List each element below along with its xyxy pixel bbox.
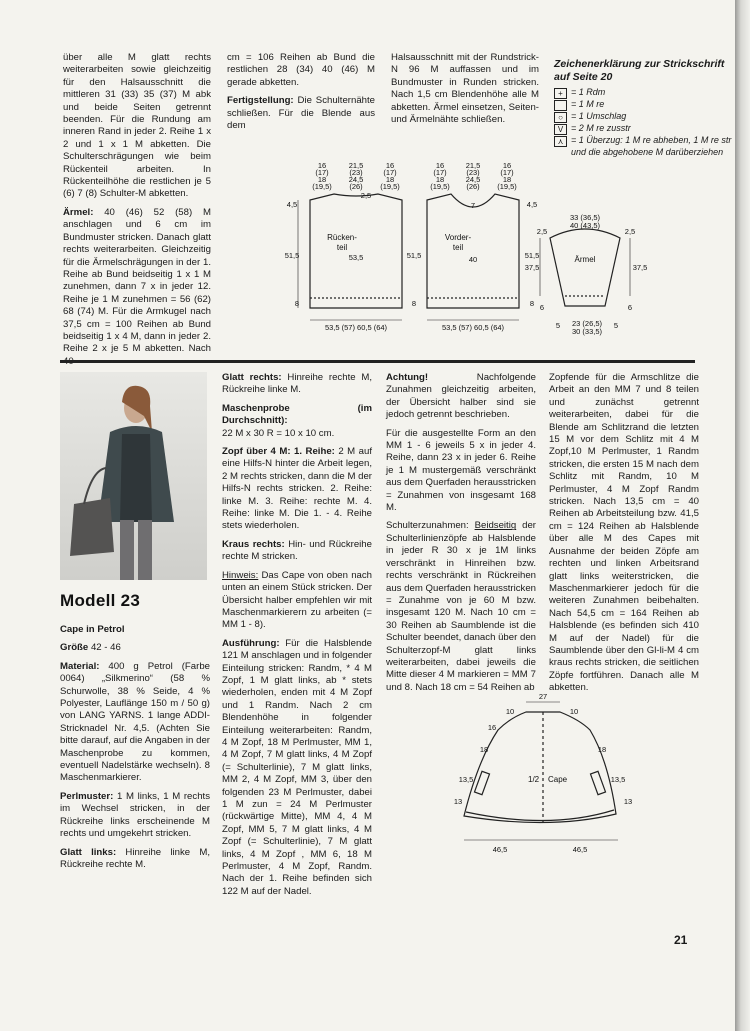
svg-text:18: 18 (317, 175, 327, 184)
svg-text:40 (43,5): 40 (43,5) (569, 221, 601, 230)
back-piece-label: Rücken-teil (327, 233, 357, 252)
svg-text:(17): (17) (383, 168, 397, 177)
paragraph: Achtung! Nachfolgende Zunahmen gleichzeitig arbeiten, der Übersicht halber sind sie jedoch getrennt beschrieben. (386, 372, 536, 421)
paragraph: Schulterzunahmen: Beidseitig der Schulterlinienzöpfe ab Halsblende in jeder R 30 x je 1M links verschränkt in Hinreihen bzw. rechts verschränkt in Rückreihen aus dem Querfaden herausstricken = Zunahme von je 60 M bzw. insgesamt 120 M. Nach 10 cm = 30 Reihen ab Saumblende ist die Schulter beendet, danach über den Schulterzopf-M glatt links weiterarbeiten, dabei jeweils die Mitte dieser 4 M markieren = MM 7 und 8. Nach 18 cm = 54 Reihen ab (386, 520, 536, 693)
model-photo (60, 372, 207, 580)
svg-text:(23): (23) (466, 168, 480, 177)
dim-label: 16 (385, 161, 395, 170)
dim-label: 10 (505, 707, 515, 716)
instructions-col-b (227, 52, 375, 138)
dim-label: 2,5 (536, 227, 548, 236)
size-line: Größe 42 - 46 (60, 642, 121, 654)
dim-label: 6 (539, 303, 545, 312)
legend-item: ○ = 1 Umschlag (554, 111, 734, 123)
dim-label: 46,5 (492, 845, 508, 854)
legend-item: ⋏ = 1 Überzug: 1 M re abheben, 1 M re str und die abgehobene M darüberziehen (554, 135, 734, 158)
dim-label: 16 (487, 723, 497, 732)
sleeve-heading: Ärmel: (63, 206, 94, 218)
yarn-over-icon: ○ (554, 112, 567, 123)
chart-legend (554, 58, 734, 158)
svg-text:24,5: 24,5 (348, 175, 364, 184)
svg-text:24,5: 24,5 (465, 175, 481, 184)
svg-text:(19,5): (19,5) (430, 182, 450, 191)
dim-label: 13 (453, 797, 463, 806)
paragraph: Halsausschnitt mit der Rundstrick-N 96 M auffassen und im Bundmuster in Runden stricken. Nach 1,5 cm Blendenhöhe alle M abketten. Ärmel einsetzen, Seiten- und Ärmelnähte schließen. (391, 52, 539, 126)
dim-label: 13,5 (610, 775, 626, 784)
cape-fraction-label: 1/2 (528, 775, 540, 784)
finishing-heading: Fertigstellung: (227, 95, 294, 107)
svg-text:(26): (26) (349, 182, 363, 191)
k2tog-icon: V (554, 124, 567, 135)
paragraph: Maschenprobe (im Durchschnitt): 22 M x 30 R = 10 x 10 cm. (222, 402, 372, 439)
paragraph: Zopfende für die Armschlitze die Arbeit an den MM 7 und 8 teilen und zunächst getrennt weiterarbeiten, dabei für die Blende am Schlitzrand die letzten 15 M vor dem Schlitz mit 4 M Zopf,10 M Perlmuster, 1 Randm stricken, die ersten 15 M nach dem Schlitz mit Randm, 10 M Perlmuster, 4 M Zopf Randm stricken. Nach 13,5 cm = 40 Reihen ab Arbeitsteilung bzw. 41,5 cm = 124 Reihen ab Halsblende über alle M des Capes mit Ausnahme der beiden Zöpfe am rechten und linken Arbeitsrand glatt links weiterstricken, die Maschenmarkierer jedoch für die weiteren Zunahmen beibehalten. Nach 54,5 cm = 164 Reihen ab Halsblende (es befinden sich 410 M auf der Nadel) für die Saumblende über den Gl-li-M 4 cm kraus rechts stricken, die seitlichen Zöpfe fortführen. Danach alle M abketten. (549, 372, 699, 694)
dim-label: 2,5 (624, 227, 636, 236)
svg-text:(17): (17) (315, 168, 329, 177)
dim-label: 7 (470, 201, 476, 210)
dim-label: 37,5 (524, 263, 540, 272)
model-subtitle: Cape in Petrol (60, 624, 125, 635)
dim-label: 37,5 (632, 263, 648, 272)
svg-text:18: 18 (385, 175, 395, 184)
svg-text:(17): (17) (500, 168, 514, 177)
dim-label: 16 (502, 161, 512, 170)
dim-label: 10 (569, 707, 579, 716)
model-title: Modell 23 (60, 591, 141, 610)
paragraph: Ärmel: 40 (46) 52 (58) M anschlagen und 6 cm im Bundmuster stricken. Danach glatt rechts weiterarbeiten. Gleichzeitig für die Ärmelschrägungen in der 1. Reihe ab Bund beidseitig 1 x 1 M zunehmen, dann 7 x in jeder 12. Reihe je 1 M zunehmen = 56 (62) 68 (74) M. Für die Armkugel nach 37,5 cm = 100 Reihen ab Bund beidseitig 1 x 4 M, dann in jeder 2. Reihe 2 x je 5 M abketten. Nach (63, 206, 211, 355)
dim-label: 8 (411, 299, 417, 308)
garment-schematic (280, 158, 660, 338)
page-binding (735, 0, 750, 1031)
paragraph: Fertigstellung: Die Schulternähte schließen. Für die Blende aus dem (227, 95, 375, 132)
dim-label: 4,5 (526, 200, 538, 209)
paragraph: Hinweis: Das Cape von oben nach unten an einem Stück stricken. Der Übersicht halber empfehlen wir mit Maschenmarkierern zu arbeiten (= MM 1 - 8). (222, 569, 372, 631)
model-figure-image (60, 372, 207, 580)
legend-item: V = 2 M re zusstr (554, 123, 734, 135)
svg-text:(26): (26) (466, 182, 480, 191)
dim-label: 51,5 (406, 251, 422, 260)
dim-label: 18 (479, 745, 489, 754)
dim-label: 46,5 (572, 845, 588, 854)
paragraph: Zopf über 4 M: 1. Reihe: 2 M auf eine Hilfs-N hinter die Arbeit legen, 2 M rechts stricken, dann die M der Hilfs-N rechts stricken. 2. Reihe: linke M. 3. Reihe: rechte M. 4. Reihe: linke M. Die 1. - 4. Reihe stets wiederholen. (222, 446, 372, 532)
svg-text:30 (33,5): 30 (33,5) (571, 327, 603, 336)
dim-label: 4,5 (286, 200, 298, 209)
paragraph: über alle M glatt rechts weiterarbeiten sowie gleichzeitig für den Halsausschnitt die mittleren 31 (33) 35 (37) M abk und beide Seiten getrennt beenden. Für die Rundung am inneren Rand in jeder 2. Reihe 1 x 2 und 1 x 1 M abketten. Die Schulterschrägungen wie beim Rückenteil arbeiten. In Rückenteilhöhe die restlichen je 5 (6) 7 (8) Schulter-M abketten. (63, 52, 211, 200)
dim-label: 51,5 (284, 251, 300, 260)
cape-label: Cape (548, 775, 568, 784)
dim-label: 40 (468, 255, 478, 264)
dim-label: 2,5 (360, 191, 372, 200)
paragraph: Glatt rechts: Hinreihe rechte M, Rückreihe linke M. (222, 372, 372, 396)
dim-label: 13,5 (458, 775, 474, 784)
dim-label: 53,5 (348, 253, 364, 262)
model-details (60, 624, 210, 877)
dim-label: 8 (529, 299, 535, 308)
dim-label: 51,5 (524, 251, 540, 260)
dim-label: 23 (26,5) (571, 319, 603, 328)
material-paragraph: Material: 400 g Petrol (Farbe 0064) „Silkmerino“ (58 % Schurwolle, 38 % Seide, 4 % Polyester, Lauflänge 150 m / 50 g) von LANG YARNS. 1 lange ADDI-Stricknadel Nr. 4,5. (Achten Sie bitte darauf, auf die Angaben in der Maschenprobe zu kommen, eventuell Nadelstärke wechseln). 8 Maschenmarkierer. (60, 660, 210, 784)
legend-item: + = 1 Rdm (554, 87, 734, 99)
svg-text:18: 18 (502, 175, 512, 184)
dim-label: 5 (555, 321, 561, 330)
dim-label: 53,5 (57) 60,5 (64) (441, 323, 505, 332)
svg-text:(23): (23) (349, 168, 363, 177)
paragraph: Für die ausgestellte Form an den MM 1 - 6 jeweils 5 x in jeder 4. Reihe, dann 23 x in jeder 6. Reihe je 1 M mustergemäß verschränkt aus dem Querfaden herausstricken = Zunahmen von insgesamt 168 M. (386, 427, 536, 514)
edge-stitch-icon: + (554, 88, 567, 99)
paragraph: Kraus rechts: Hin- und Rückreihe rechte M stricken. (222, 538, 372, 563)
svg-text:(17): (17) (433, 168, 447, 177)
paragraph: cm = 106 Reihen ab Bund die restlichen 28 (34) 40 (46) M gerade abketten. (227, 52, 375, 88)
dim-label: 16 (435, 161, 445, 170)
dim-label: 27 (538, 692, 548, 701)
dim-label: 13 (623, 797, 633, 806)
skpo-icon: ⋏ (554, 136, 567, 147)
cape-schematic (440, 690, 660, 855)
instructions-col-c (391, 52, 539, 132)
sleeve-piece-label: Ärmel (574, 255, 596, 264)
perl-paragraph: Perlmuster: 1 M links, 1 M rechts im Wechsel stricken, in der Rückreihe links erscheinende M rechts und umgekehrt stricken. (60, 790, 210, 840)
instructions-col-e (222, 372, 372, 904)
instructions-col-f (386, 372, 536, 700)
dim-label: 53,5 (57) 60,5 (64) (324, 323, 388, 332)
dim-label: 33 (36,5) (569, 213, 601, 222)
legend-title: Zeichenerklärung zur Strickschrift auf Seite 20 (554, 58, 725, 83)
dim-label: 16 (317, 161, 327, 170)
dim-label: 21,5 (465, 161, 481, 170)
glatt-links-paragraph: Glatt links: Hinreihe linke M, Rückreihe rechte M. (60, 846, 210, 870)
section-divider (60, 360, 695, 363)
page-number: 21 (674, 933, 688, 947)
dim-label: 21,5 (348, 161, 364, 170)
svg-text:(19,5): (19,5) (497, 182, 517, 191)
instructions-col-a (63, 52, 211, 374)
svg-text:(19,5): (19,5) (380, 182, 400, 191)
svg-text:(19,5): (19,5) (312, 182, 332, 191)
legend-item: = 1 M re (554, 99, 734, 111)
dim-label: 8 (294, 299, 300, 308)
knit-stitch-icon (554, 100, 567, 111)
svg-text:18: 18 (435, 175, 445, 184)
paragraph: Ausführung: Für die Halsblende 121 M anschlagen und in folgender Einteilung stricken: Randm, * 4 M Zopf, 1 M glatt links, ab * stets wiederholen, enden mit 4 M Zopf und 1 Randm. Nach 2 cm Blendenhöhe in folgender Einteilung weiterarbeiten: Randm, 4 M Zopf, 18 M Perlmuster, MM 1, 4 M Zopf, 7 M glatt links, 4 M Zopf (= Schulterlinie), 7 M glatt links, MM 2, 4 M Zopf, MM 3, über den folgenden 23 M Perlmuster, dabei 1 M zun = 24 M Perlmuster (rückwärtige Mitte), MM 4, 4 M Zopf, MM 5, 7 M glatt links, 4 M Zopf (= Schulterlinie), 7 M glatt links, 4 M Zopf , MM 6, 18 M Perlmuster, 4 M Zopf, Randm. Nach der 1. Reihe befinden sich 122 M auf der Nadel. (222, 637, 372, 897)
dim-label: 6 (627, 303, 633, 312)
front-piece-label: Vorder-teil (444, 233, 472, 252)
dim-label: 18 (597, 745, 607, 754)
instructions-col-g (549, 372, 699, 701)
dim-label: 5 (613, 321, 619, 330)
